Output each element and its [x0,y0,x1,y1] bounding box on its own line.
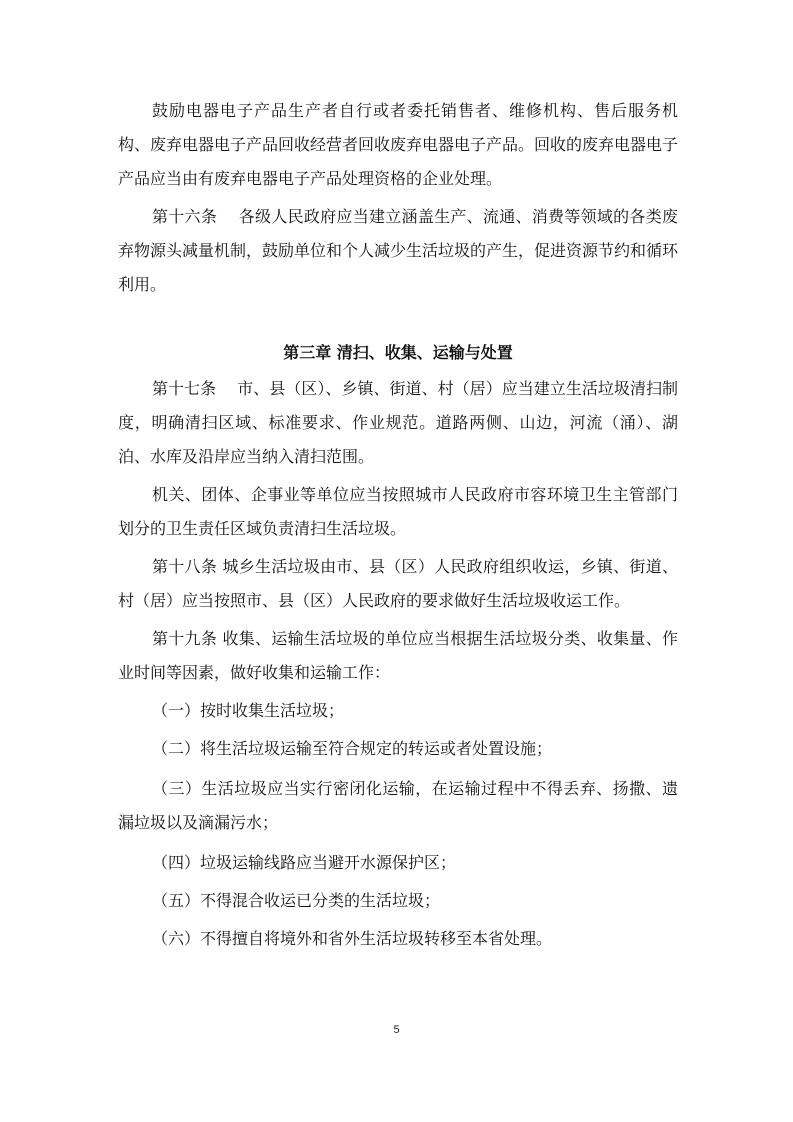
list-item-4: （四）垃圾运输线路应当避开水源保护区； [152,853,457,872]
page-number: 5 [393,1024,400,1036]
list-item-6: （六）不得擅自将境外和省外生活垃圾转移至本省处理。 [152,929,553,948]
list-item-1: （一）按时收集生活垃圾； [152,701,345,720]
paragraph-units-responsibility: 机关、团体、企事业等单位应当按照城市人民政府市容环境卫生主管部门划分的卫生责任区域负责清扫生活垃圾。 [118,485,678,538]
paragraph-article-19: 第十九条 收集、运输生活垃圾的单位应当根据生活垃圾分类、收集量、作业时间等因素，做好收集和运输工作： [118,629,678,682]
paragraph-article-18: 第十八条 城乡生活垃圾由市、县（区）人民政府组织收运，乡镇、街道、村（居）应当按照市、县（区）人民政府的要求做好生活垃圾收运工作。 [118,557,678,610]
list-item-5: （五）不得混合收运已分类的生活垃圾； [152,891,441,910]
list-item-2: （二）将生活垃圾运输至符合规定的转运或者处置设施； [152,739,553,758]
paragraph-article-16: 第十六条 各级人民政府应当建立涵盖生产、流通、消费等领域的各类废弃物源头减量机制，鼓励单位和个人减少生活垃圾的产生，促进资源节约和循环利用。 [118,207,679,294]
paragraph-article-17: 第十七条 市、县（区）、乡镇、街道、村（居）应当建立生活垃圾清扫制度，明确清扫区域、标准要求、作业规范。道路两侧、山边，河流（涌）、湖泊、水库及沿岸应当纳入清扫范围。 [118,379,678,466]
list-item-3: （三）生活垃圾应当实行密闭化运输，在运输过程中不得丢弃、扬撒、遗漏垃圾以及滴漏污水； [118,779,678,832]
chapter-heading: 第三章 清扫、收集、运输与处置 [283,343,513,362]
paragraph-recycling: 鼓励电器电子产品生产者自行或者委托销售者、维修机构、售后服务机构、废弃电器电子产品回收经营者回收废弃电器电子产品。回收的废弃电器电子产品应当由有废弃电器电子产品处理资格的企业处理。 [118,101,679,188]
